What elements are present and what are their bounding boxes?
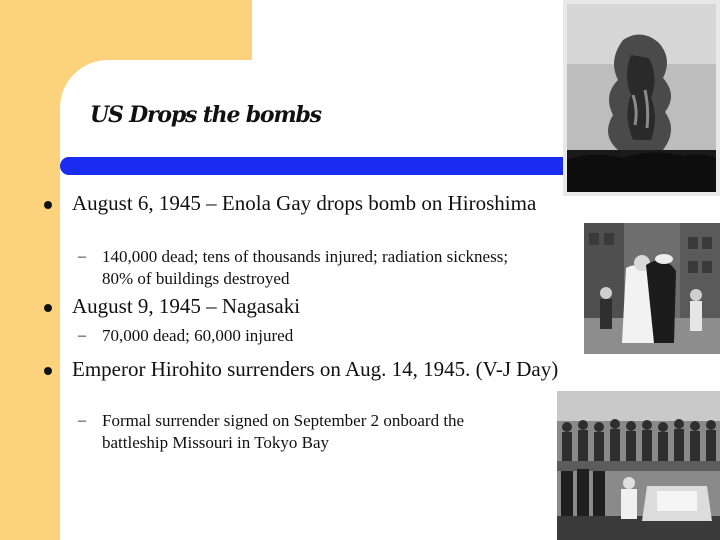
bullet-1-subtext: 140,000 dead; tens of thousands injured; radiation sickness; 80% of buildings destroyed	[102, 247, 509, 288]
bullet-marker	[44, 367, 52, 375]
vj-day-kiss-photo	[584, 223, 720, 354]
bullet-3-text: Emperor Hirohito surrenders on Aug. 14, 1945. (V-J Day)	[72, 357, 559, 381]
sub-bullet-dash: –	[78, 412, 86, 429]
title-underline-bar	[60, 157, 580, 175]
bullet-2-subtext: 70,000 dead; 60,000 injured	[102, 326, 294, 345]
bullet-1-text: August 6, 1945 – Enola Gay drops bomb on Hiroshima	[72, 191, 537, 215]
bullet-marker	[44, 304, 52, 312]
bullet-2-text: August 9, 1945 – Nagasaki	[72, 294, 301, 318]
slide-title: US Drops the bombs	[90, 102, 321, 128]
bullet-3-subtext: Formal surrender signed on September 2 onboard the battleship Missouri in Tokyo Bay	[102, 411, 465, 452]
surrender-ceremony-photo	[557, 391, 720, 540]
bullet-marker	[44, 201, 52, 209]
sub-bullet-dash: –	[78, 248, 86, 265]
mushroom-cloud-photo	[563, 0, 720, 196]
sub-bullet-dash: –	[78, 327, 86, 344]
